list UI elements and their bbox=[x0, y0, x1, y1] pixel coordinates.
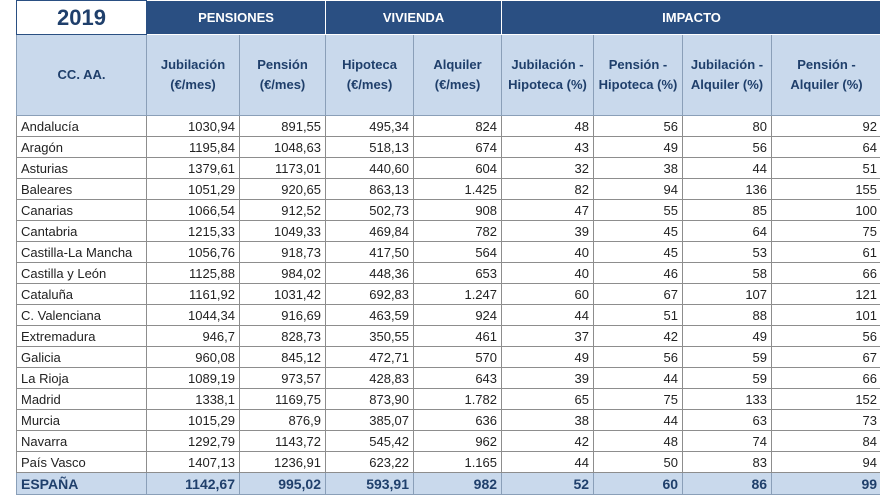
table-cell: 44 bbox=[594, 410, 683, 431]
table-cell: 73 bbox=[772, 410, 880, 431]
table-cell: 45 bbox=[594, 221, 683, 242]
table-cell: 1056,76 bbox=[147, 242, 240, 263]
table-cell: 44 bbox=[594, 368, 683, 389]
table-row bbox=[17, 305, 880, 326]
col-ccaa: CC. AA. bbox=[17, 35, 147, 116]
table-cell: 1161,92 bbox=[147, 284, 240, 305]
region-name: Canarias bbox=[17, 200, 147, 221]
table-cell: 56 bbox=[772, 326, 880, 347]
table-row bbox=[17, 116, 880, 137]
table-cell: 502,73 bbox=[326, 200, 414, 221]
table-cell: 47 bbox=[502, 200, 594, 221]
table-cell: 428,83 bbox=[326, 368, 414, 389]
table-cell: 64 bbox=[772, 137, 880, 158]
table-cell: 82 bbox=[502, 179, 594, 200]
table-cell: 155 bbox=[772, 179, 880, 200]
table-cell: 1379,61 bbox=[147, 158, 240, 179]
table-cell: 782 bbox=[414, 221, 502, 242]
table-cell: 984,02 bbox=[240, 263, 326, 284]
table-cell: 65 bbox=[502, 389, 594, 410]
table-cell: 55 bbox=[594, 200, 683, 221]
table-cell: 920,65 bbox=[240, 179, 326, 200]
table-cell: 674 bbox=[414, 137, 502, 158]
region-name: C. Valenciana bbox=[17, 305, 147, 326]
table-cell: 80 bbox=[683, 116, 772, 137]
total-cell: 99 bbox=[772, 473, 880, 495]
table-cell: 564 bbox=[414, 242, 502, 263]
table-cell: 385,07 bbox=[326, 410, 414, 431]
table-cell: 604 bbox=[414, 158, 502, 179]
table-cell: 461 bbox=[414, 326, 502, 347]
table-cell: 50 bbox=[594, 452, 683, 473]
table-cell: 37 bbox=[502, 326, 594, 347]
table-row bbox=[17, 200, 880, 221]
table-cell: 1236,91 bbox=[240, 452, 326, 473]
table-cell: 39 bbox=[502, 368, 594, 389]
table-cell: 962 bbox=[414, 431, 502, 452]
table-row bbox=[17, 242, 880, 263]
table-cell: 1049,33 bbox=[240, 221, 326, 242]
table-cell: 51 bbox=[594, 305, 683, 326]
table-cell: 463,59 bbox=[326, 305, 414, 326]
table-cell: 32 bbox=[502, 158, 594, 179]
group-impacto: IMPACTO bbox=[502, 1, 880, 35]
table-cell: 1292,79 bbox=[147, 431, 240, 452]
table-row bbox=[17, 284, 880, 305]
col-alquiler: Alquiler (€/mes) bbox=[414, 35, 502, 116]
table-cell: 912,52 bbox=[240, 200, 326, 221]
table-cell: 49 bbox=[683, 326, 772, 347]
region-name: Murcia bbox=[17, 410, 147, 431]
table-cell: 636 bbox=[414, 410, 502, 431]
total-cell: 52 bbox=[502, 473, 594, 495]
table-cell: 133 bbox=[683, 389, 772, 410]
table-cell: 100 bbox=[772, 200, 880, 221]
table-cell: 545,42 bbox=[326, 431, 414, 452]
table-cell: 44 bbox=[502, 452, 594, 473]
table-cell: 46 bbox=[594, 263, 683, 284]
table-cell: 873,90 bbox=[326, 389, 414, 410]
table-cell: 448,36 bbox=[326, 263, 414, 284]
col-jubilacion-alquiler: Jubilación - Alquiler (%) bbox=[683, 35, 772, 116]
table-cell: 1051,29 bbox=[147, 179, 240, 200]
table-cell: 1044,34 bbox=[147, 305, 240, 326]
region-name: La Rioja bbox=[17, 368, 147, 389]
table-row bbox=[17, 263, 880, 284]
table-cell: 1015,29 bbox=[147, 410, 240, 431]
region-name: Castilla-La Mancha bbox=[17, 242, 147, 263]
table-cell: 44 bbox=[502, 305, 594, 326]
table-cell: 472,71 bbox=[326, 347, 414, 368]
table-row bbox=[17, 452, 880, 473]
pension-housing-table bbox=[16, 0, 880, 495]
table-cell: 891,55 bbox=[240, 116, 326, 137]
col-pension-alquiler: Pensión - Alquiler (%) bbox=[772, 35, 880, 116]
region-name: Navarra bbox=[17, 431, 147, 452]
table-row bbox=[17, 326, 880, 347]
table-row bbox=[17, 347, 880, 368]
table-cell: 1338,1 bbox=[147, 389, 240, 410]
table-cell: 67 bbox=[594, 284, 683, 305]
table-cell: 916,69 bbox=[240, 305, 326, 326]
year-label: 2019 bbox=[17, 1, 147, 35]
table-cell: 1169,75 bbox=[240, 389, 326, 410]
table-cell: 152 bbox=[772, 389, 880, 410]
table-cell: 48 bbox=[502, 116, 594, 137]
table-cell: 67 bbox=[772, 347, 880, 368]
table-cell: 1143,72 bbox=[240, 431, 326, 452]
table-cell: 53 bbox=[683, 242, 772, 263]
table-cell: 39 bbox=[502, 221, 594, 242]
table-cell: 1407,13 bbox=[147, 452, 240, 473]
total-name: ESPAÑA bbox=[17, 473, 147, 495]
table-cell: 59 bbox=[683, 347, 772, 368]
table-cell: 40 bbox=[502, 242, 594, 263]
table-cell: 1048,63 bbox=[240, 137, 326, 158]
table-cell: 908 bbox=[414, 200, 502, 221]
table-cell: 417,50 bbox=[326, 242, 414, 263]
table-cell: 1.165 bbox=[414, 452, 502, 473]
table-cell: 623,22 bbox=[326, 452, 414, 473]
table-body bbox=[17, 116, 880, 473]
total-cell: 593,91 bbox=[326, 473, 414, 495]
table-cell: 495,34 bbox=[326, 116, 414, 137]
table-cell: 570 bbox=[414, 347, 502, 368]
table-cell: 56 bbox=[683, 137, 772, 158]
table-cell: 83 bbox=[683, 452, 772, 473]
table-cell: 1031,42 bbox=[240, 284, 326, 305]
table-cell: 1.782 bbox=[414, 389, 502, 410]
table-cell: 1195,84 bbox=[147, 137, 240, 158]
table-row bbox=[17, 158, 880, 179]
region-name: Cantabria bbox=[17, 221, 147, 242]
table-cell: 653 bbox=[414, 263, 502, 284]
total-cell: 86 bbox=[683, 473, 772, 495]
region-name: Asturias bbox=[17, 158, 147, 179]
table-row bbox=[17, 431, 880, 452]
table-cell: 49 bbox=[594, 137, 683, 158]
table-cell: 973,57 bbox=[240, 368, 326, 389]
table-cell: 1.247 bbox=[414, 284, 502, 305]
table-cell: 924 bbox=[414, 305, 502, 326]
table-cell: 66 bbox=[772, 263, 880, 284]
table-cell: 643 bbox=[414, 368, 502, 389]
col-pension-hipoteca: Pensión - Hipoteca (%) bbox=[594, 35, 683, 116]
table-row bbox=[17, 368, 880, 389]
table-cell: 66 bbox=[772, 368, 880, 389]
table-cell: 946,7 bbox=[147, 326, 240, 347]
table-cell: 49 bbox=[502, 347, 594, 368]
table-row bbox=[17, 179, 880, 200]
table-cell: 845,12 bbox=[240, 347, 326, 368]
group-pensiones: PENSIONES bbox=[147, 1, 326, 35]
table-cell: 440,60 bbox=[326, 158, 414, 179]
table-cell: 1173,01 bbox=[240, 158, 326, 179]
table-cell: 469,84 bbox=[326, 221, 414, 242]
table-cell: 75 bbox=[594, 389, 683, 410]
table-cell: 692,83 bbox=[326, 284, 414, 305]
table-cell: 88 bbox=[683, 305, 772, 326]
region-name: Andalucía bbox=[17, 116, 147, 137]
table-cell: 63 bbox=[683, 410, 772, 431]
table-cell: 1030,94 bbox=[147, 116, 240, 137]
table-row bbox=[17, 137, 880, 158]
table-cell: 38 bbox=[594, 158, 683, 179]
region-name: Aragón bbox=[17, 137, 147, 158]
table-cell: 107 bbox=[683, 284, 772, 305]
table-cell: 136 bbox=[683, 179, 772, 200]
region-name: Extremadura bbox=[17, 326, 147, 347]
total-cell: 982 bbox=[414, 473, 502, 495]
table-row bbox=[17, 221, 880, 242]
table-cell: 51 bbox=[772, 158, 880, 179]
table-cell: 75 bbox=[772, 221, 880, 242]
table-cell: 828,73 bbox=[240, 326, 326, 347]
col-pension: Pensión (€/mes) bbox=[240, 35, 326, 116]
region-name: Castilla y León bbox=[17, 263, 147, 284]
total-row bbox=[17, 473, 880, 495]
region-name: Madrid bbox=[17, 389, 147, 410]
col-hipoteca: Hipoteca (€/mes) bbox=[326, 35, 414, 116]
table-cell: 60 bbox=[502, 284, 594, 305]
region-name: Baleares bbox=[17, 179, 147, 200]
table-row bbox=[17, 410, 880, 431]
table-cell: 1215,33 bbox=[147, 221, 240, 242]
table-cell: 876,9 bbox=[240, 410, 326, 431]
table-cell: 56 bbox=[594, 347, 683, 368]
table-cell: 863,13 bbox=[326, 179, 414, 200]
table-cell: 61 bbox=[772, 242, 880, 263]
total-cell: 995,02 bbox=[240, 473, 326, 495]
table-cell: 1089,19 bbox=[147, 368, 240, 389]
table-cell: 85 bbox=[683, 200, 772, 221]
column-header-row bbox=[17, 35, 880, 116]
table-cell: 38 bbox=[502, 410, 594, 431]
table-cell: 74 bbox=[683, 431, 772, 452]
table-cell: 56 bbox=[594, 116, 683, 137]
group-vivienda: VIVIENDA bbox=[326, 1, 502, 35]
region-name: Cataluña bbox=[17, 284, 147, 305]
total-cell: 1142,67 bbox=[147, 473, 240, 495]
table-cell: 1.425 bbox=[414, 179, 502, 200]
table-cell: 350,55 bbox=[326, 326, 414, 347]
region-name: País Vasco bbox=[17, 452, 147, 473]
total-cell: 60 bbox=[594, 473, 683, 495]
table-row bbox=[17, 389, 880, 410]
table-cell: 121 bbox=[772, 284, 880, 305]
region-name: Galicia bbox=[17, 347, 147, 368]
table-cell: 40 bbox=[502, 263, 594, 284]
table-cell: 918,73 bbox=[240, 242, 326, 263]
col-jubilacion-hipoteca: Jubilación - Hipoteca (%) bbox=[502, 35, 594, 116]
table-cell: 48 bbox=[594, 431, 683, 452]
table-cell: 94 bbox=[594, 179, 683, 200]
table-cell: 1125,88 bbox=[147, 263, 240, 284]
table-cell: 84 bbox=[772, 431, 880, 452]
table-cell: 44 bbox=[683, 158, 772, 179]
table-cell: 94 bbox=[772, 452, 880, 473]
table-cell: 43 bbox=[502, 137, 594, 158]
table-cell: 101 bbox=[772, 305, 880, 326]
col-jubilacion: Jubilación (€/mes) bbox=[147, 35, 240, 116]
table-cell: 824 bbox=[414, 116, 502, 137]
table-cell: 960,08 bbox=[147, 347, 240, 368]
table-cell: 58 bbox=[683, 263, 772, 284]
table-cell: 59 bbox=[683, 368, 772, 389]
table-cell: 518,13 bbox=[326, 137, 414, 158]
table-cell: 42 bbox=[502, 431, 594, 452]
table-cell: 64 bbox=[683, 221, 772, 242]
table-cell: 92 bbox=[772, 116, 880, 137]
group-header-row bbox=[17, 1, 880, 35]
table-cell: 42 bbox=[594, 326, 683, 347]
table-cell: 45 bbox=[594, 242, 683, 263]
table-cell: 1066,54 bbox=[147, 200, 240, 221]
